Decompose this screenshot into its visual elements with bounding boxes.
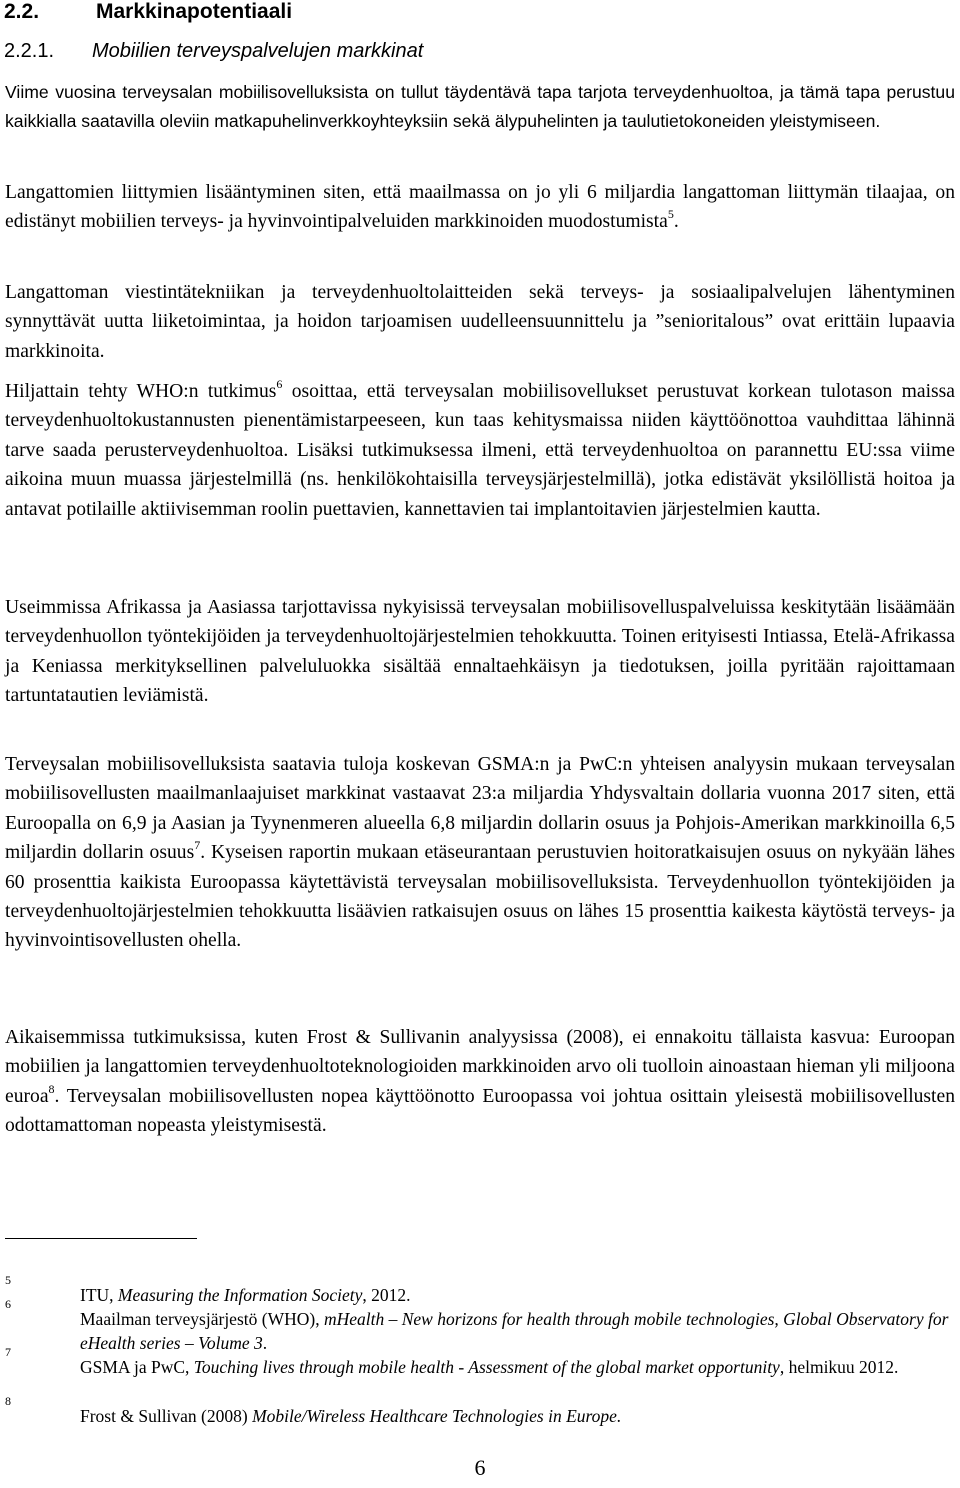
paragraph-4-after: osoittaa, että terveysalan mobiilisovellukset perustuvat korkean tulotason maissa terveydenhuoltokustannusten pienentämistarpeeseen, kun taas kehitysmaissa niiden käyttöönottoa vauhdittaa lähinnä tarve saada perusterveydenhuoltoa. Lisäksi tutkimuksessa ilmeni, että terveydenhuoltoa on parannettu EU:ssa viime aikoina muun muassa järjestelmillä (ns. henkilökohtaisilla terveysjärjestelmillä), jotka edistävät yksilöllistä hoitoa ja antavat potilaille aktiivisemman roolin puettavien, kannettavien tai implantoitavien järjestelmien kautta. xyxy=(5,381,955,520)
footnote-italic: Mobile/Wireless Healthcare Technologies in Europe. xyxy=(252,1406,622,1426)
footnote-5 xyxy=(5,1273,955,1307)
footnote-plain: . xyxy=(262,1333,268,1353)
footnote-text xyxy=(80,1307,955,1355)
paragraph-5: Useimmissa Afrikassa ja Aasiassa tarjottavissa nykyisissä terveysalan mobiilisovelluspalveluissa keskitytään lisäämään terveydenhuollon työntekijöiden ja terveydenhuoltojärjestelmien tehokkuutta. Toinen erityisesti Intiassa, Etelä-Afrikassa ja Keniassa merkityksellinen palveluluokka sisältää ennaltaehkäisyn ja tiedotuksen, joilla pyritään rajoittamaan tartuntatautien leviämistä. xyxy=(5,597,955,707)
footnote-italic: mHealth – New horizons for health through mobile technologies, Global Observatory for eHealth series – Volume 3 xyxy=(80,1309,949,1353)
footnote-plain: , 2012. xyxy=(362,1285,411,1305)
paragraph-2-end: . xyxy=(673,211,679,233)
footnote-plain: Frost & Sullivan (2008) xyxy=(80,1406,253,1426)
footnote-plain: , helmikuu 2012. xyxy=(779,1357,899,1377)
paragraph-7 xyxy=(5,1023,955,1141)
footnote-mark: 5 xyxy=(5,1273,11,1287)
subsection-title: Mobiilien terveyspalvelujen markkinat xyxy=(92,40,424,62)
footnote-mark: 6 xyxy=(5,1297,11,1311)
paragraph-6-before: Terveysalan mobiilisovelluksista saatavia tuloja koskevan GSMA:n ja PwC:n yhteisen analyysin mukaan terveysalan mobiilisovellusten maailmanlaajuiset markkinat vastaavat 23:a miljardia Yhdysvaltain dollaria vuonna 2017 siten, että Euroopalla on 6,9 ja Aasian ja Tyynenmeren alueella 6,8 miljardin dollarin osuus ja Pohjois-Amerikan markkinoilla 6,5 miljardin dollarin osuus xyxy=(5,754,955,864)
paragraph-4 xyxy=(5,377,955,524)
footnote-ref-7: 7 xyxy=(194,838,201,853)
subsection-number: 2.2.1. xyxy=(4,40,55,62)
section-heading xyxy=(4,0,292,26)
subsection-heading xyxy=(4,37,423,65)
footnote-ref-8: 8 xyxy=(48,1081,55,1096)
footnote-plain: GSMA ja PwC, xyxy=(80,1357,194,1377)
footnote-mark: 7 xyxy=(5,1345,11,1359)
section-number: 2.2. xyxy=(4,0,40,23)
page-number: 6 xyxy=(474,1455,486,1480)
footnote-plain: ITU, xyxy=(80,1285,118,1305)
section-title: Markkinapotentiaali xyxy=(96,0,293,23)
paragraph-7-before: Aikaisemmissa tutkimuksissa, kuten Frost & Sullivanin analyysissa (2008), ei ennakoitu tällaista kasvua: Euroopan mobiilien ja langattomien terveydenhuoltoteknologioiden markkinoiden arvo oli tuolloin ainoastaan hieman yli miljoona euroa xyxy=(5,1027,955,1107)
footnote-6 xyxy=(5,1297,955,1355)
footnote-text xyxy=(80,1355,955,1379)
footnote-text xyxy=(80,1283,955,1307)
paragraph-6-after: . Kyseisen raportin mukaan etäseurantaan perustuvien hoitoratkaisujen osuus on nykyään lähes 60 prosenttia kaikista Euroopassa käytettävistä terveysalan mobiilisovelluksista. Terveydenhuollon työntekijöiden ja terveydenhuoltojärjestelmien tehokkuutta lisäävien ratkaisujen osuus on lähes 15 prosenttia kaikesta käytöstä terveys- ja hyvinvointisovellusten ohella. xyxy=(5,842,955,952)
footnote-ref-6: 6 xyxy=(276,377,283,391)
footnote-7 xyxy=(5,1345,955,1379)
footnote-mark: 8 xyxy=(5,1394,11,1408)
footnote-8 xyxy=(5,1394,955,1428)
footnote-italic: Measuring the Information Society xyxy=(117,1285,363,1305)
footnote-text xyxy=(80,1404,955,1428)
paragraph-4-before: Hiljattain tehty WHO:n tutkimus xyxy=(5,381,277,402)
paragraph-3: Langattoman viestintätekniikan ja terveydenhuoltolaitteiden sekä terveys- ja sosiaalipalvelujen lähentyminen synnyttävät uutta liiketoimintaa, ja hoidon tarjoamisen uudelleensuunnittelu ja ”senioritalous” ovat erittäin lupaavia markkinoita. xyxy=(5,282,955,362)
paragraph-6 xyxy=(5,750,955,956)
paragraph-1: Viime vuosina terveysalan mobiilisovelluksista on tullut täydentävä tapa tarjota terveydenhuoltoa, ja tämä tapa perustuu kaikkialla saatavilla oleviin matkapuhelinverkkoyhteyksiin sekä älypuhelinten ja taulutietokoneiden yleistymiseen. xyxy=(5,82,955,132)
footnote-plain: Maailman terveysjärjestö (WHO), xyxy=(80,1309,324,1329)
paragraph-2 xyxy=(5,178,955,237)
footnote-ref-5: 5 xyxy=(667,207,674,222)
footnote-italic: Touching lives through mobile health - Assessment of the global market opportunity xyxy=(193,1357,780,1377)
paragraph-7-after: . Terveysalan mobiilisovellusten nopea käyttöönotto Euroopassa voi johtua osittain yleisestä mobiilisovellusten odottamattoman nopeasta yleistymisestä. xyxy=(5,1085,955,1137)
paragraph-2-text: Langattomien liittymien lisääntyminen siten, että maailmassa on jo yli 6 miljardia langattoman liittymän tilaajaa, on edistänyt mobiilien terveys- ja hyvinvointipalveluiden markkinoiden muodostumista xyxy=(5,182,955,233)
footnote-separator xyxy=(5,1238,197,1239)
